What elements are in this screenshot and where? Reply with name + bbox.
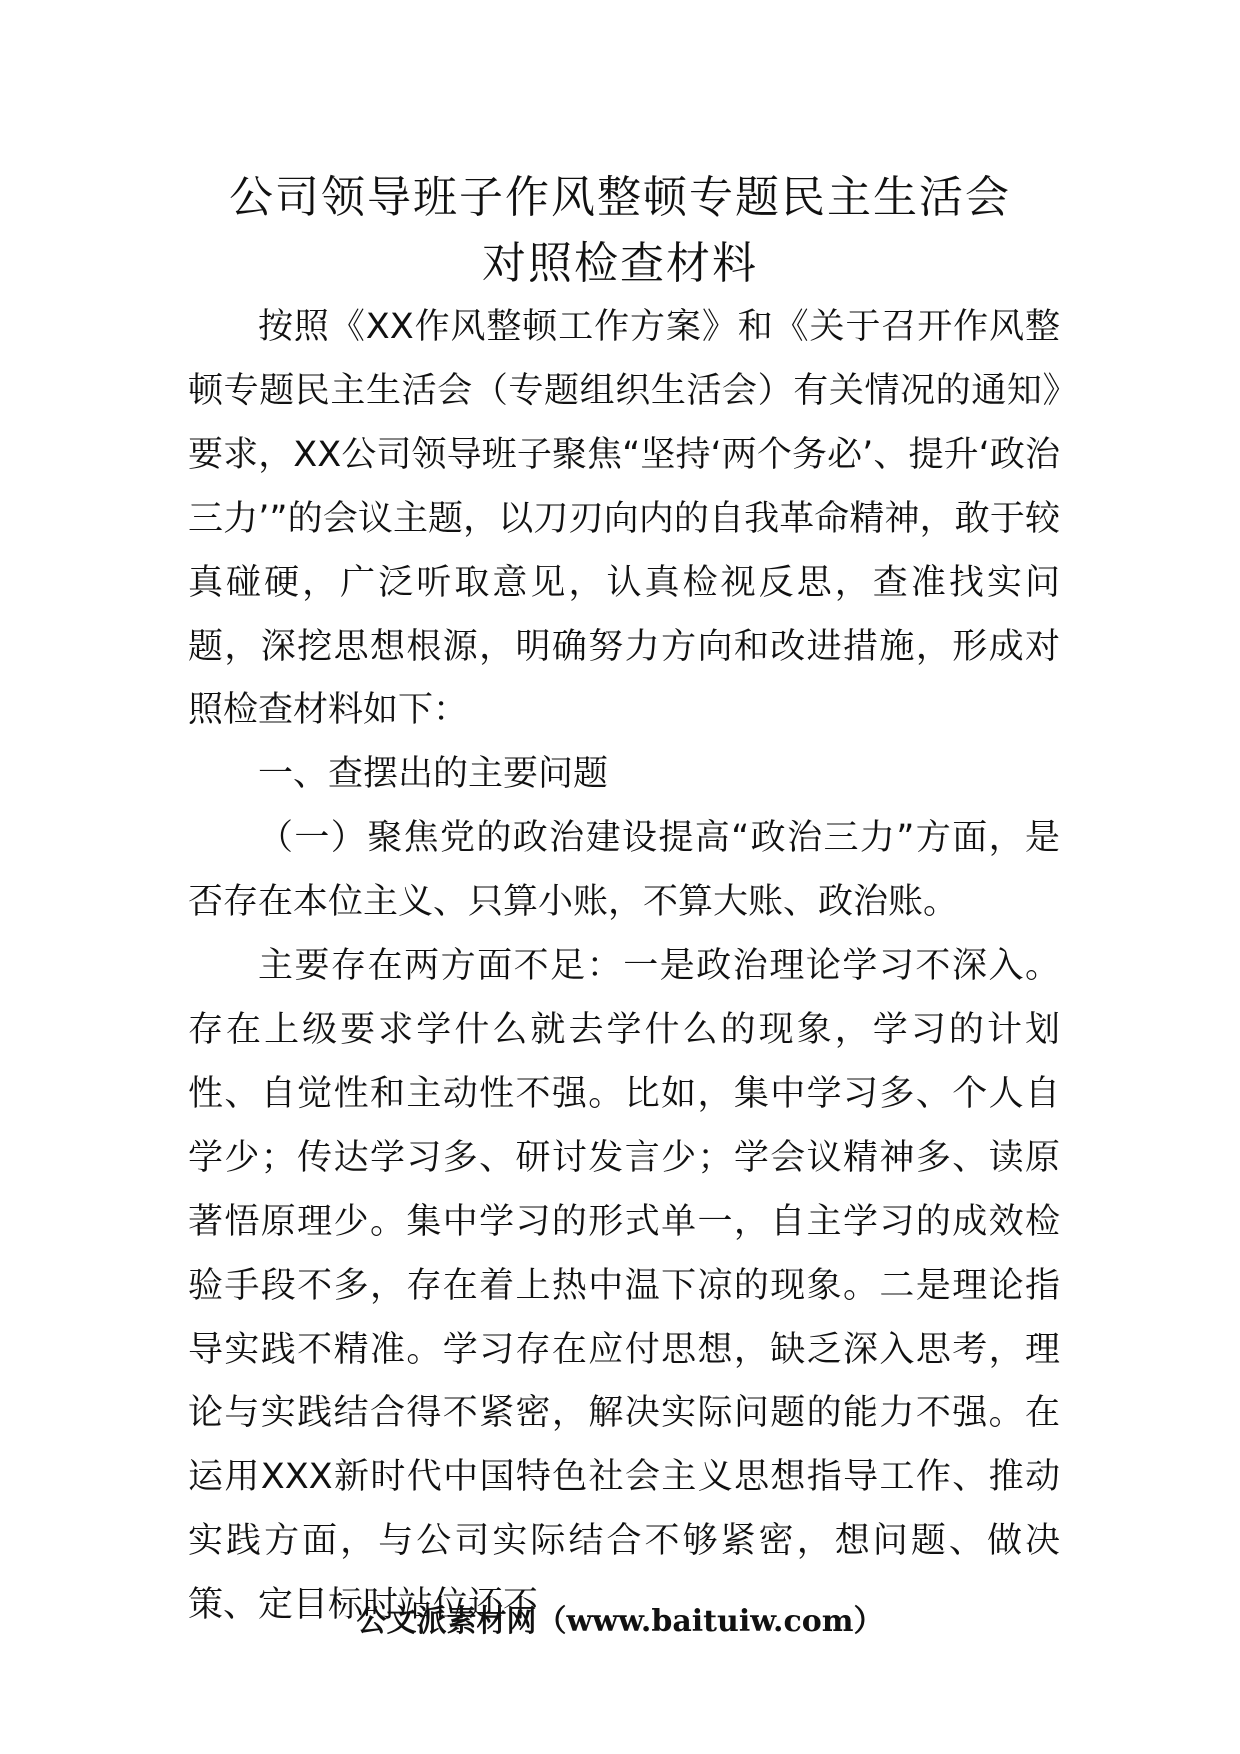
watermark-footer: 公文派素材网（www.baituiw.com） [356, 1604, 884, 1639]
section-heading: 一、查摆出的主要问题 [258, 754, 609, 795]
intro-paragraph: 按照《XX作风整顿工作方案》和《关于召开作风整顿专题民主生活会（专题组织生活会）有关情况的通知》要求，XX公司领导班子聚焦“坚持‘两个务必’、提升‘政治三力’”的会议主题，以刀刃向内的自我革命精神，敢于较真碰硬，广泛听取意见，认真检视反思，查准找实问题，深挖思想根源，明确努力方向和改进措施，形成对照检查材料如下： [188, 307, 1060, 731]
document-title-line-2: 对照检查材料 [482, 238, 758, 289]
body-paragraph: 主要存在两方面不足：一是政治理论学习不深入。存在上级要求学什么就去学什么的现象，学习的计划性、自觉性和主动性不强。比如，集中学习多、个人自学少；传达学习多、研讨发言少；学会议精神多、读原著悟原理少。集中学习的形式单一，自主学习的成效检验手段不多，存在着上热中温下凉的现象。二是理论指导实践不精准。学习存在应付思想，缺乏深入思考，理论与实践结合得不紧密，解决实际问题的能力不强。在运用XXX新时代中国特色社会主义思想指导工作、推动实践方面，与公司实际结合不够紧密，想问题、做决策、定目标时站位还不 [188, 946, 1060, 1626]
subsection-heading: （一）聚焦党的政治建设提高“政治三力”方面，是否存在本位主义、只算小账，不算大账、政治账。 [188, 818, 1060, 923]
document-body [188, 296, 1060, 1638]
document-title-line-1: 公司领导班子作风整顿专题民主生活会 [229, 172, 1011, 223]
